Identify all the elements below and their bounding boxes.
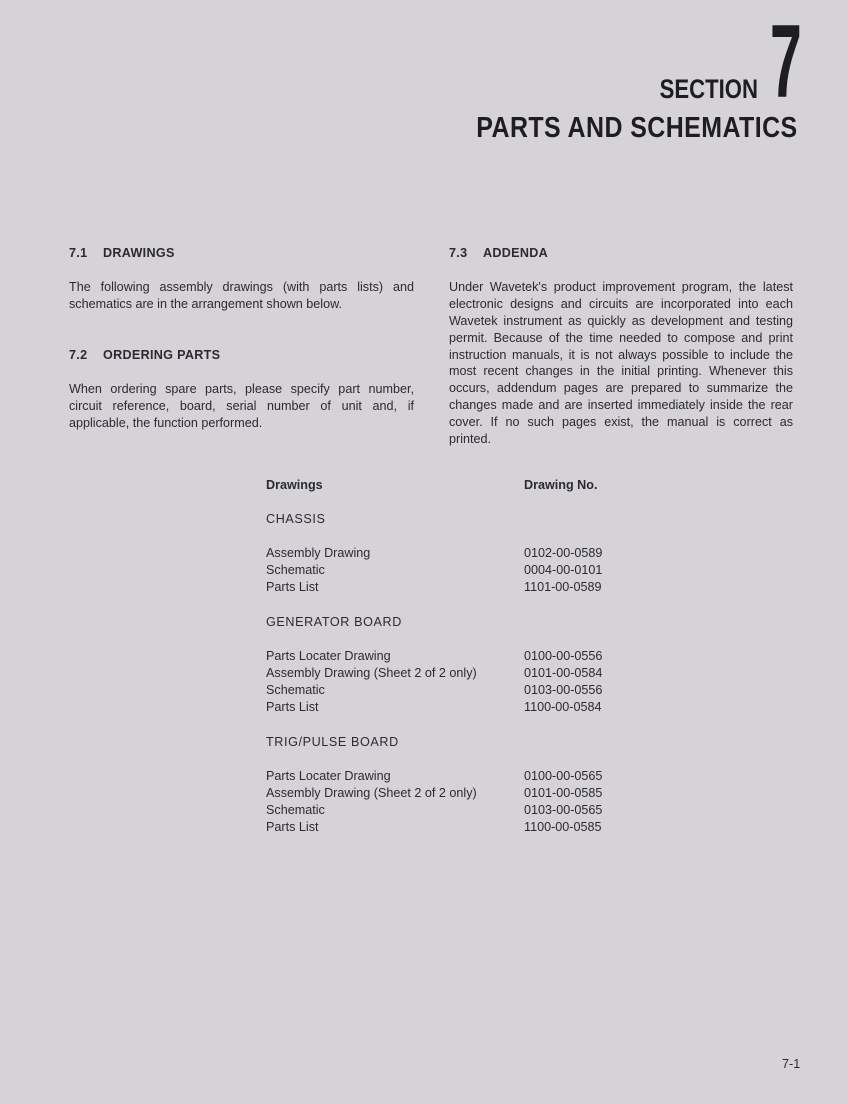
table-row bbox=[266, 666, 666, 683]
drawing-number: 1101-00-0589 bbox=[524, 580, 602, 594]
table-row bbox=[266, 820, 666, 837]
drawing-number: 1100-00-0585 bbox=[524, 820, 602, 834]
drawing-name: Parts List bbox=[266, 580, 319, 594]
drawing-name: Schematic bbox=[266, 803, 325, 817]
drawing-number: 0004-00-0101 bbox=[524, 563, 603, 577]
table-row bbox=[266, 786, 666, 803]
group-title: GENERATOR BOARD bbox=[266, 615, 402, 629]
table-row bbox=[266, 580, 666, 597]
drawing-number: 0100-00-0565 bbox=[524, 769, 603, 783]
section-heading-text: ADDENDA bbox=[483, 246, 549, 260]
section-heading-text: DRAWINGS bbox=[103, 246, 175, 260]
group-title: CHASSIS bbox=[266, 512, 326, 526]
group-title: TRIG/PULSE BOARD bbox=[266, 735, 399, 749]
drawing-name: Schematic bbox=[266, 683, 325, 697]
page-number: 7-1 bbox=[782, 1057, 801, 1071]
table-row bbox=[266, 546, 666, 563]
section-paragraph: The following assembly drawings (with parts lists) and schematics are in the arrangement shown below. bbox=[69, 279, 414, 311]
table-row bbox=[266, 683, 666, 700]
section-addenda bbox=[449, 245, 793, 448]
drawing-number: 0103-00-0556 bbox=[524, 683, 603, 697]
section-heading-number: 7.2 bbox=[69, 348, 88, 362]
drawing-number: 0101-00-0585 bbox=[524, 786, 603, 800]
drawing-name: Assembly Drawing (Sheet 2 of 2 only) bbox=[266, 666, 477, 680]
table-row bbox=[266, 563, 666, 580]
drawing-name: Schematic bbox=[266, 563, 325, 577]
section-heading-text: ORDERING PARTS bbox=[103, 348, 221, 362]
drawing-name: Assembly Drawing bbox=[266, 546, 371, 560]
drawing-name: Parts List bbox=[266, 700, 319, 714]
table-row bbox=[266, 769, 666, 786]
drawing-number: 0101-00-0584 bbox=[524, 666, 603, 680]
section-ordering bbox=[69, 347, 414, 432]
drawing-number: 1100-00-0584 bbox=[524, 700, 602, 714]
page-title: PARTS AND SCHEMATICS bbox=[476, 112, 798, 144]
column-header-drawing-number: Drawing No. bbox=[524, 478, 598, 492]
section-drawings bbox=[69, 245, 414, 313]
section-heading bbox=[69, 245, 414, 262]
section-heading-number: 7.3 bbox=[449, 246, 468, 260]
drawing-name: Parts Locater Drawing bbox=[266, 649, 391, 663]
drawing-name: Assembly Drawing (Sheet 2 of 2 only) bbox=[266, 786, 477, 800]
column-header-drawings: Drawings bbox=[266, 478, 323, 492]
table-row bbox=[266, 649, 666, 666]
drawing-number: 0102-00-0589 bbox=[524, 546, 603, 560]
section-number: 7 bbox=[770, 4, 802, 120]
section-heading bbox=[449, 245, 793, 262]
section-paragraph: When ordering spare parts, please specify part number, circuit reference, board, serial number of unit and, if applicable, the function performed. bbox=[69, 381, 414, 430]
drawing-name: Parts List bbox=[266, 820, 319, 834]
drawing-number: 0103-00-0565 bbox=[524, 803, 603, 817]
drawing-number: 0100-00-0556 bbox=[524, 649, 603, 663]
table-row bbox=[266, 803, 666, 820]
section-heading-number: 7.1 bbox=[69, 246, 88, 260]
section-heading bbox=[69, 347, 414, 364]
table-row bbox=[266, 700, 666, 717]
section-paragraph: Under Wavetek's product improvement program, the latest electronic designs and circuits are incorporated into each Wavetek instrument as quickly as development and testing permit. Because of the time needed to compose and print instruction manuals, it is not always possible to include the most recent changes in the initial printing. Whenever this occurs, addendum pages are prepared to summarize the changes made and are inserted immediately inside the rear cover. If no such pages exist, the manual is correct as printed. bbox=[449, 279, 793, 447]
section-label: SECTION bbox=[659, 74, 758, 104]
drawing-name: Parts Locater Drawing bbox=[266, 769, 391, 783]
